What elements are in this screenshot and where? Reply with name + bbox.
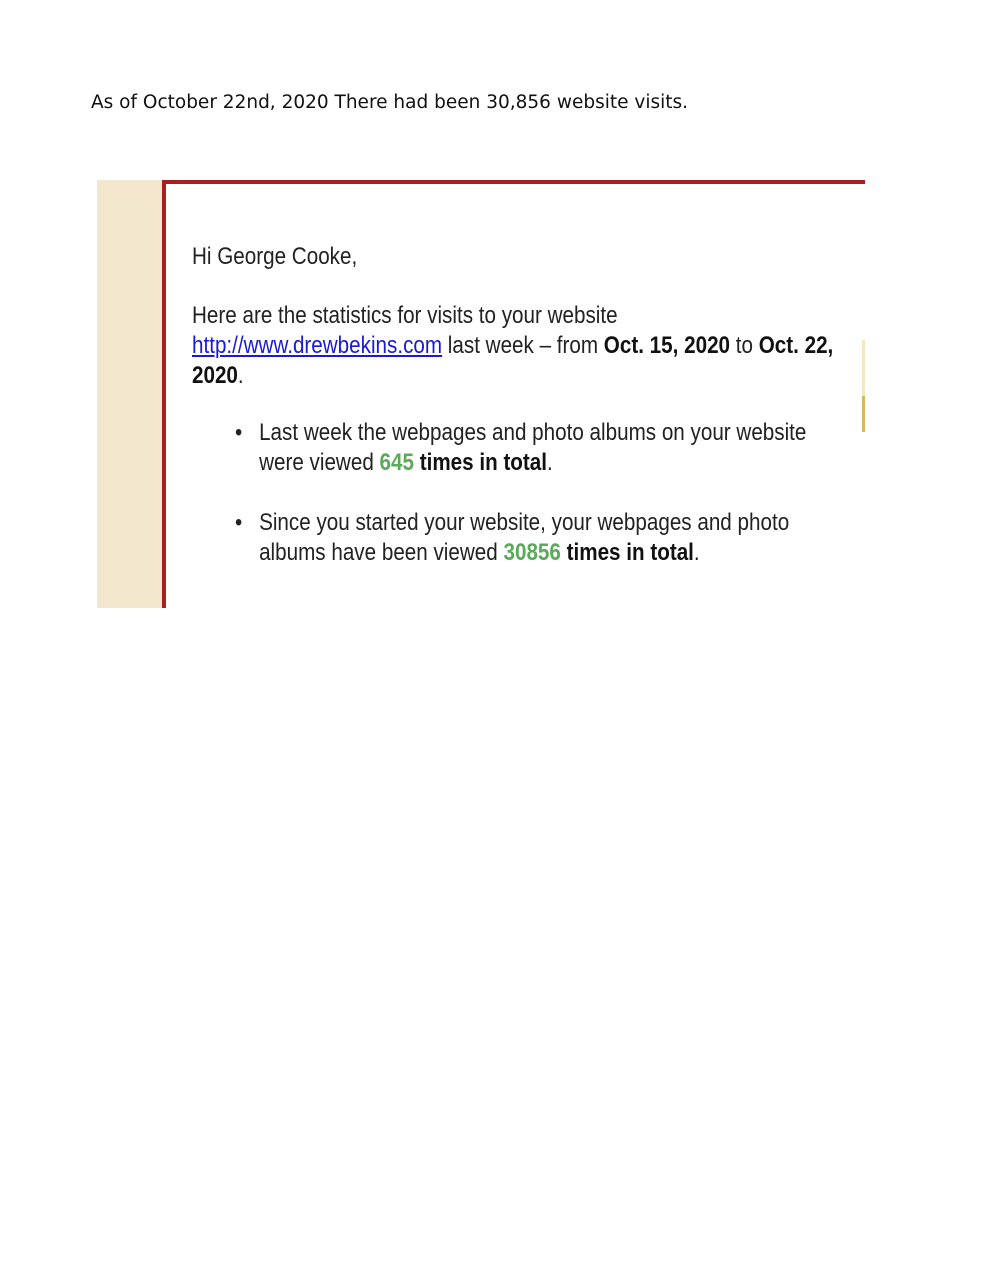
- bullet-icon: •: [235, 419, 243, 446]
- total-view-count: 30856: [503, 539, 561, 566]
- email-greeting: Hi George Cooke,: [192, 243, 358, 270]
- stats-list: [233, 418, 852, 598]
- cropped-edge-artifact: [862, 396, 865, 432]
- list-item: [233, 508, 852, 568]
- date-to: Oct. 22, 2020: [192, 332, 834, 389]
- email-screenshot: [97, 180, 865, 608]
- stat-text: Since you started your website, your webpages and photo albums have been viewed: [259, 509, 790, 566]
- document-caption: As of October 22nd, 2020 There had been 30,856 website visits.: [91, 92, 689, 113]
- stat-text: Last week the webpages and photo albums on your website were viewed: [259, 419, 807, 476]
- email-frame-top-border: [162, 180, 865, 184]
- stat-end: .: [693, 539, 700, 566]
- website-link[interactable]: http://www.drewbekins.com: [192, 332, 443, 359]
- email-sidebar-strip: [97, 180, 162, 608]
- intro-to-text: to: [730, 332, 759, 359]
- date-from: Oct. 15, 2020: [603, 332, 731, 359]
- intro-end-text: .: [237, 362, 244, 389]
- stat-suffix: times in total: [560, 539, 694, 566]
- email-frame-left-border: [162, 180, 166, 608]
- intro-lead-text: Here are the statistics for visits to your website: [192, 302, 618, 329]
- email-intro-paragraph: [192, 301, 854, 391]
- stat-end: .: [547, 449, 553, 476]
- cropped-edge-artifact: [862, 340, 865, 400]
- bullet-icon: •: [235, 509, 243, 536]
- intro-mid-text: last week – from: [442, 332, 604, 359]
- list-item: [233, 418, 852, 478]
- stat-suffix: times in total: [413, 449, 548, 476]
- weekly-view-count: 645: [379, 449, 414, 476]
